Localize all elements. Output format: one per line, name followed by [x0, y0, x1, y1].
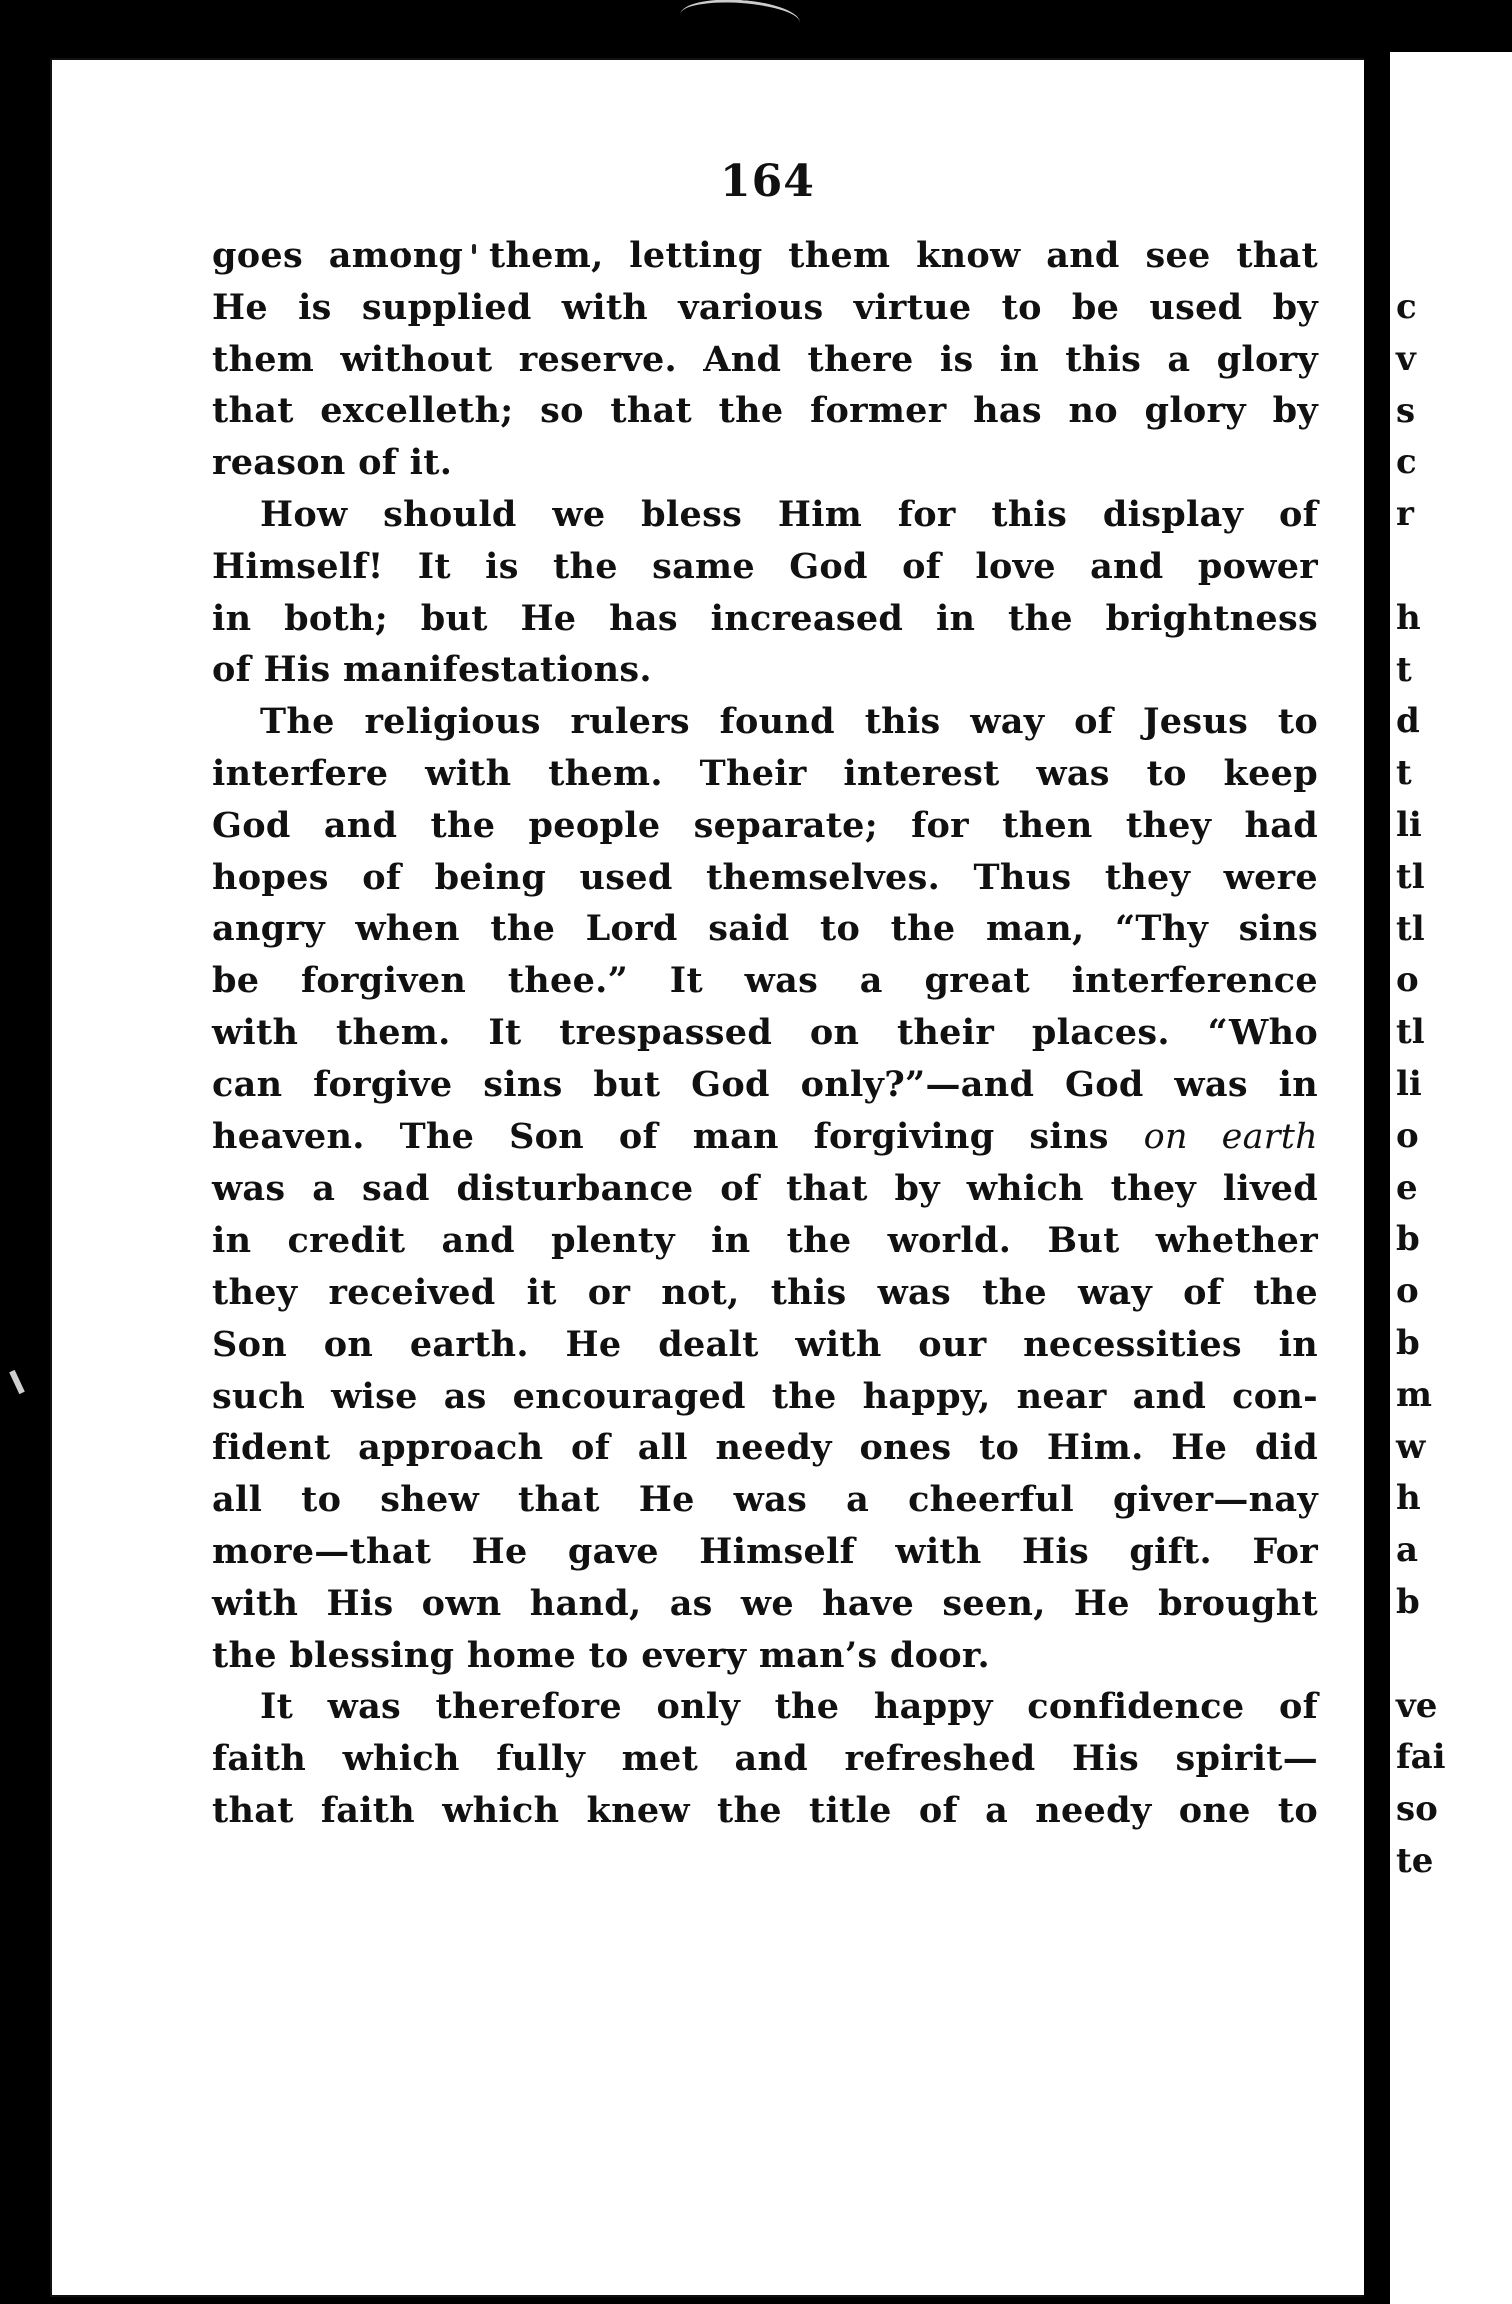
text-line-content: with them. It trespassed on their places. “Who: [212, 1011, 1318, 1053]
facing-page-fragment: [1390, 1629, 1512, 1681]
text-line-content: that faith which knew the title of a needy one to: [212, 1789, 1318, 1831]
facing-page-fragment: li: [1396, 1063, 1422, 1104]
facing-page-fragment: b: [1396, 1219, 1420, 1260]
text-line-content: He is supplied with various virtue to be used by: [212, 286, 1318, 328]
text-line-content: such wise as encouraged the happy, near and con-: [212, 1375, 1318, 1417]
text-line-content: How should we bless Him for this display of: [260, 493, 1318, 535]
text-line: [212, 1111, 1318, 1164]
text-line-content: faith which fully met and refreshed His spirit—: [212, 1738, 1318, 1780]
facing-page-fragment: c: [1396, 287, 1417, 327]
text-line: [212, 852, 1318, 904]
book-gutter: [1364, 52, 1390, 2304]
text-line: [212, 644, 1318, 696]
facing-page-fragment: a: [1396, 1530, 1419, 1571]
facing-page-fragment: s: [1396, 390, 1416, 431]
text-line-content: they received it or not, this was the way of the: [212, 1271, 1318, 1313]
text-line: [212, 696, 1318, 748]
text-line-content: in credit and plenty in the world. But whether: [212, 1220, 1318, 1262]
text-line-content: can forgive sins but God only?”—and God was in: [212, 1063, 1318, 1105]
text-line-content: with His own hand, as we have seen, He brought: [212, 1582, 1318, 1624]
facing-page-fragment: ve: [1396, 1685, 1438, 1726]
text-line-content: goes among them, letting them know and see that: [212, 235, 1318, 276]
text-line: [212, 593, 1318, 645]
text-line-content: them without reserve. And there is in this a glory: [212, 338, 1318, 380]
scan-left-border: [0, 60, 52, 2304]
text-line-content: reason of it.: [212, 442, 453, 484]
text-line: [212, 1474, 1318, 1526]
scan-top-border: [0, 0, 1512, 60]
text-line-content: more—that He gave Himself with His gift. For: [212, 1530, 1318, 1572]
text-line: [212, 1578, 1318, 1630]
facing-page-fragment: r: [1396, 494, 1414, 535]
facing-page-fragment: te: [1396, 1840, 1434, 1881]
text-line: [212, 1681, 1318, 1733]
text-line: [212, 748, 1318, 800]
text-line-content: that excelleth; so that the former has no glory by: [212, 390, 1318, 432]
text-line-content: interfere with them. Their interest was to keep: [212, 752, 1318, 794]
facing-page-fragment: tl: [1396, 908, 1425, 949]
scan-bottom-border: [52, 2295, 1512, 2304]
facing-page-fragment: h: [1396, 597, 1421, 638]
text-line-content: hopes of being used themselves. Thus they were: [212, 856, 1318, 898]
text-line-content: angry when the Lord said to the man, “Thy sins: [212, 908, 1318, 950]
text-line: [212, 1215, 1318, 1267]
scan-artifact: [679, 0, 801, 41]
text-line-content: fident approach of all needy ones to Him. He did: [212, 1427, 1318, 1469]
facing-page-fragment: tl: [1396, 1012, 1425, 1053]
text-line-content: heaven. The Son of man forgiving sins: [212, 1115, 1109, 1157]
text-line-content: Son on earth. He dealt with our necessities in: [212, 1323, 1318, 1365]
text-line-content: in both; but He has increased in the brightness: [212, 597, 1318, 639]
text-line-content: the blessing home to every man’s door.: [212, 1634, 990, 1676]
text-line: [212, 1526, 1318, 1578]
text-line: [212, 1267, 1318, 1319]
text-line: [212, 1319, 1318, 1371]
text-line: [212, 1630, 1318, 1682]
facing-page-fragment: o: [1396, 960, 1419, 1001]
text-line: [212, 903, 1318, 955]
facing-page-fragment: t: [1396, 649, 1412, 690]
text-line: [212, 230, 1318, 282]
text-line: [212, 489, 1318, 541]
facing-page-fragment: v: [1396, 338, 1416, 379]
text-line-content: It was therefore only the happy confidence of: [260, 1686, 1318, 1728]
facing-page-fragment: e: [1396, 1167, 1418, 1208]
text-line: [212, 955, 1318, 1007]
facing-page-fragment: b: [1396, 1581, 1420, 1622]
scan-speck: [9, 1370, 25, 1394]
text-line: [212, 1163, 1318, 1215]
text-line-content: The religious rulers found this way of Jesus to: [260, 701, 1318, 743]
italic-phrase: on earth: [1143, 1116, 1318, 1157]
facing-page-fragment: b: [1396, 1322, 1420, 1363]
facing-page-fragment: o: [1396, 1115, 1419, 1156]
text-line: [212, 385, 1318, 437]
page-body-text: [212, 230, 1318, 1837]
text-line-content: was a sad disturbance of that by which they lived: [212, 1168, 1318, 1210]
facing-page-edge: [1390, 52, 1512, 2304]
facing-page-fragment: h: [1396, 1478, 1421, 1519]
facing-page-fragment: [1390, 541, 1512, 593]
facing-page-fragment: fai: [1396, 1737, 1446, 1778]
text-line-content: Himself! It is the same God of love and power: [212, 545, 1318, 587]
facing-page-fragment: w: [1396, 1426, 1426, 1467]
facing-page-fragment: d: [1396, 701, 1420, 742]
text-line: [212, 1733, 1318, 1785]
text-line: [212, 1371, 1318, 1423]
text-line: [212, 1007, 1318, 1059]
facing-page-fragment: li: [1396, 804, 1422, 845]
facing-page-fragment: m: [1396, 1374, 1432, 1415]
text-line: [212, 1059, 1318, 1111]
text-line: [212, 334, 1318, 386]
text-line-content: all to shew that He was a cheerful giver—nay: [212, 1479, 1318, 1521]
facing-page-fragment: so: [1396, 1789, 1438, 1830]
text-line: [212, 1785, 1318, 1837]
page-number: 164: [720, 156, 815, 207]
text-line-content: of His manifestations.: [212, 649, 652, 691]
text-line: [212, 541, 1318, 593]
text-line-content: be forgiven thee.” It was a great interference: [212, 960, 1318, 1002]
text-line: [212, 437, 1318, 489]
facing-page-fragment: c: [1396, 442, 1417, 483]
facing-page-fragment: t: [1396, 753, 1412, 794]
facing-page-fragment: tl: [1396, 856, 1425, 897]
text-line-content: God and the people separate; for then they had: [212, 804, 1318, 846]
facing-page-fragments: [1390, 282, 1512, 1888]
text-line: [212, 282, 1318, 334]
text-line: [212, 1422, 1318, 1474]
facing-page-fragment: o: [1396, 1271, 1419, 1312]
text-line: [212, 800, 1318, 852]
